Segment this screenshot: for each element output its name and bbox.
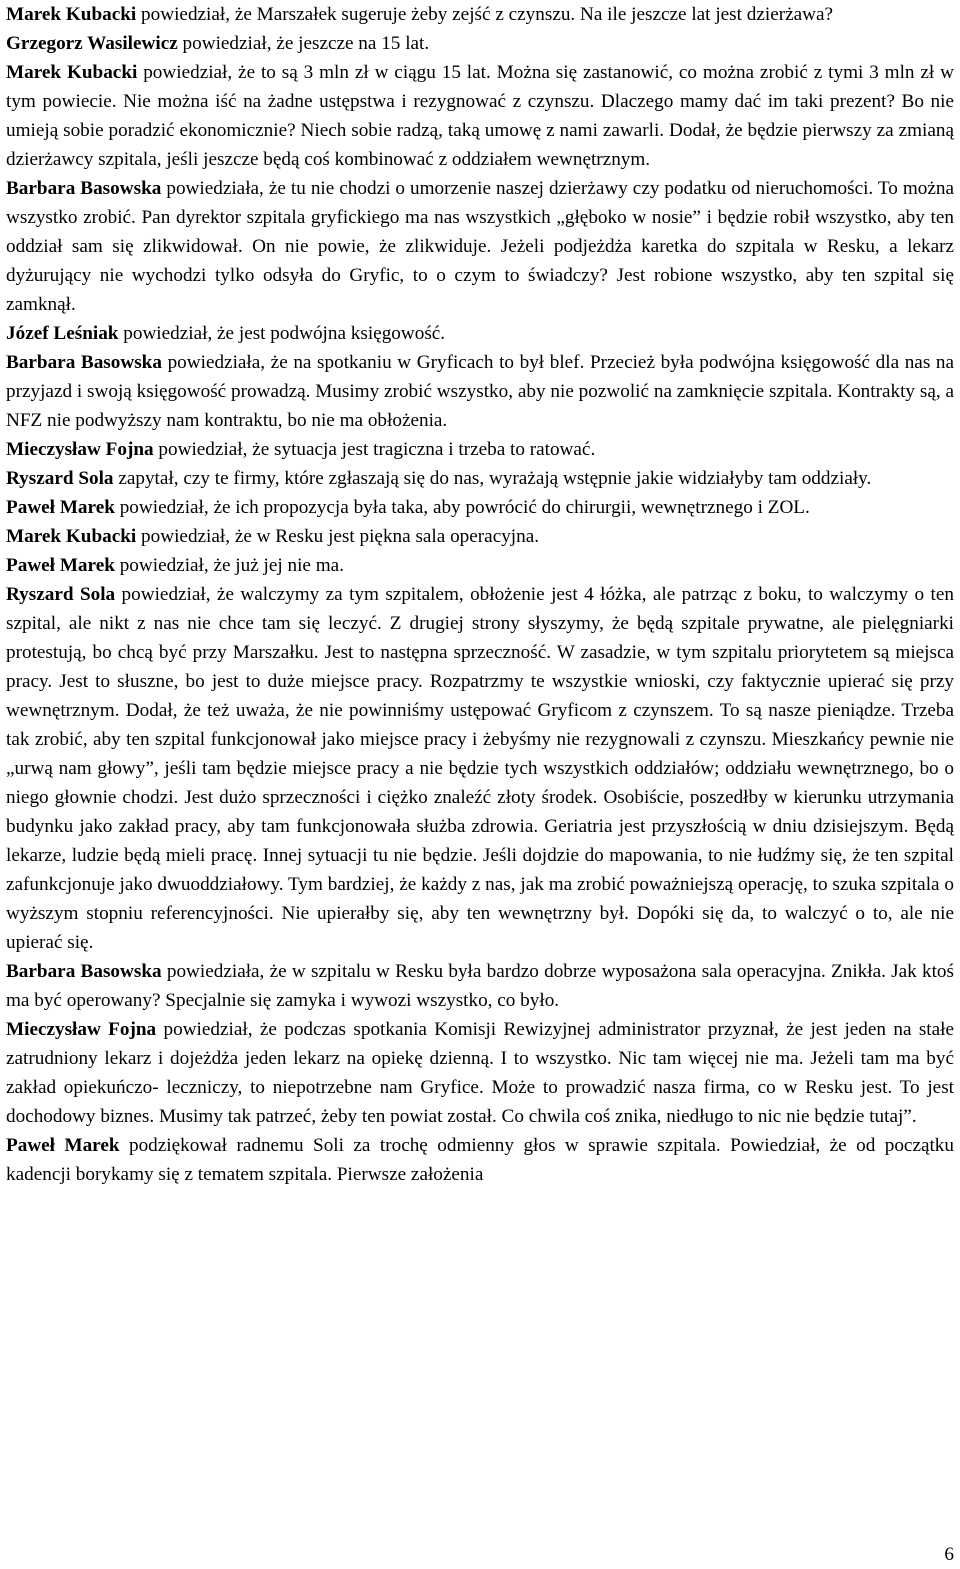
paragraph	[6, 957, 954, 1015]
speaker-name: Barbara Basowska	[6, 178, 162, 199]
speaker-name: Ryszard Sola	[6, 584, 116, 605]
paragraph-text: powiedział, że jest podwójna księgowość.	[118, 323, 446, 344]
paragraph	[6, 493, 954, 522]
speaker-name: Józef Leśniak	[6, 323, 119, 344]
document-page	[6, 0, 954, 1189]
speaker-name: Marek Kubacki	[6, 4, 137, 25]
paragraph-text: powiedział, że już jej nie ma.	[114, 555, 344, 576]
paragraph	[6, 464, 954, 493]
paragraph	[6, 319, 954, 348]
paragraph-text: powiedział, że podczas spotkania Komisji Rewizyjnej administrator przyznał, że jest jeden na stałe zatrudniony lekarz i dojeżdża jeden lekarz na opiekę dzienną. I to wszystko. Nic tam więcej nie ma. Jeżeli tam ma być zakład opiekuńczo- leczniczy, to niepotrzebne nam Gryfice. Może to prowadzić nasza firma, co w Resku jest. To jest dochodowy biznes. Musimy tak patrzeć, żeby ten powiat został. Co chwila coś znika, niedługo to nic nie będzie tutaj”.	[6, 1019, 954, 1127]
paragraph	[6, 348, 954, 435]
paragraph-text: powiedział, że walczymy za tym szpitalem, obłożenie jest 4 łóżka, ale patrząc z boku, to walczymy o ten szpital, ale nikt z nas nie chce tam się leczyć. Z drugiej strony słyszymy, że będą szpitale prywatne, ale pielęgniarki protestują, bo chcą być przy Marszałku. Jest to następna sprzeczność. W zasadzie, w tym szpitalu priorytetem są miejsca pracy. Jest to słuszne, bo jest to duże miejsce pracy. Rozpatrzmy te wszystkie wnioski, czy faktycznie upierać się przy wewnętrznym. Dodał, że też uważa, że nie powinniśmy ustępować Gryficom z czynszem. To są nasze pieniądze. Trzeba tak zrobić, aby ten szpital funkcjonował jako miejsce pracy i żebyśmy nie rezygnowali z czynszu. Mieszkańcy pewnie nie „urwą nam głowy”, jeśli tam będzie miejsce pracy a nie będzie tych wszystkich oddziałów; oddziału wewnętrznego, bo o niego głownie chodzi. Jest dużo sprzeczności i ciężko znaleźć złoty środek. Osobiście, poszedłby w kierunku utrzymania budynku jako zakład pracy, aby tam funkcjonowała służba zdrowia. Geriatria jest przyszłością w dniu dzisiejszym. Będą lekarze, ludzie będą mieli pracę. Innej sytuacji tu nie będzie. Jeśli dojdzie do mapowania, to nie łudźmy się, że ten szpital zafunkcjonuje jako dwuoddziałowy. Tym bardziej, że każdy z nas, jak ma zrobić poważniejszą operację, to szuka szpitala o wyższym stopniu referencyjności. Nie upierałby się, aby ten wewnętrzny był. Dopóki się da, to walczyć o to, ale nie upierać się.	[6, 584, 954, 953]
speaker-name: Mieczysław Fojna	[6, 439, 154, 460]
paragraph	[6, 0, 954, 29]
paragraph	[6, 522, 954, 551]
paragraph	[6, 1131, 954, 1189]
paragraph-text: powiedziała, że tu nie chodzi o umorzenie naszej dzierżawy czy podatku od nieruchomości. To można wszystko zrobić. Pan dyrektor szpitala gryfickiego ma nas wszystkich „głęboko w nosie” i będzie robił wszystko, aby ten oddział sam się zlikwidował. On nie powie, że zlikwiduje. Jeżeli podjeżdża karetka do szpitala w Resku, a lekarz dyżurujący nie wychodzi tylko odsyła do Gryfic, to o czym to świadczy? Jest robione wszystko, aby ten szpital się zamknął.	[6, 178, 954, 315]
paragraph-text: powiedział, że Marszałek sugeruje żeby zejść z czynszu. Na ile jeszcze lat jest dzierżawa?	[136, 4, 834, 25]
speaker-name: Barbara Basowska	[6, 961, 162, 982]
page-number: 6	[944, 1544, 954, 1565]
paragraph-text: powiedział, że to są 3 mln zł w ciągu 15 lat. Można się zastanowić, co można zrobić z tymi 3 mln zł w tym powiecie. Nie można iść na żadne ustępstwa i rezygnować z czynszu. Dlaczego mamy dać im taki prezent? Bo nie umieją sobie poradzić ekonomicznie? Niech sobie radzą, taką umowę z nami zawarli. Dodał, że będzie pierwszy za zmianą dzierżawcy szpitala, jeśli jeszcze będą coś kombinować z oddziałem wewnętrznym.	[6, 62, 954, 170]
speaker-name: Marek Kubacki	[6, 526, 137, 547]
speaker-name: Paweł Marek	[6, 497, 115, 518]
speaker-name: Barbara Basowska	[6, 352, 162, 373]
speaker-name: Grzegorz Wasilewicz	[6, 33, 178, 54]
paragraph	[6, 29, 954, 58]
paragraph-text: powiedział, że sytuacja jest tragiczna i trzeba to ratować.	[153, 439, 596, 460]
paragraph-text: powiedział, że w Resku jest piękna sala operacyjna.	[136, 526, 540, 547]
speaker-name: Paweł Marek	[6, 1135, 120, 1156]
paragraph	[6, 580, 954, 957]
speaker-name: Paweł Marek	[6, 555, 115, 576]
paragraph-text: powiedziała, że w szpitalu w Resku była bardzo dobrze wyposażona sala operacyjna. Znikła. Jak ktoś ma być operowany? Specjalnie się zamyka i wywozi wszystko, co było.	[6, 961, 954, 1011]
speaker-name: Marek Kubacki	[6, 62, 138, 83]
paragraph	[6, 435, 954, 464]
paragraph-text: zapytał, czy te firmy, które zgłaszają się do nas, wyrażają wstępnie jakie widziałyby tam oddziały.	[113, 468, 872, 489]
paragraph-text: powiedział, że ich propozycja była taka, aby powrócić do chirurgii, wewnętrznego i ZOL.	[114, 497, 810, 518]
paragraph-text: powiedział, że jeszcze na 15 lat.	[177, 33, 430, 54]
paragraph	[6, 58, 954, 174]
paragraph-text: podziękował radnemu Soli za trochę odmienny głos w sprawie szpitala. Powiedział, że od początku kadencji borykamy się z tematem szpitala. Pierwsze założenia	[6, 1135, 954, 1185]
paragraph-text: powiedziała, że na spotkaniu w Gryficach to był blef. Przecież była podwójna księgowość dla nas na przyjazd i swoją księgowość prowadzą. Musimy zrobić wszystko, aby nie pozwolić na zamknięcie szpitala. Kontrakty są, a NFZ nie podwyższy nam kontraktu, bo nie ma obłożenia.	[6, 352, 955, 431]
speaker-name: Ryszard Sola	[6, 468, 114, 489]
paragraph	[6, 1015, 954, 1131]
speaker-name: Mieczysław Fojna	[6, 1019, 157, 1040]
paragraph	[6, 174, 954, 319]
paragraph	[6, 551, 954, 580]
